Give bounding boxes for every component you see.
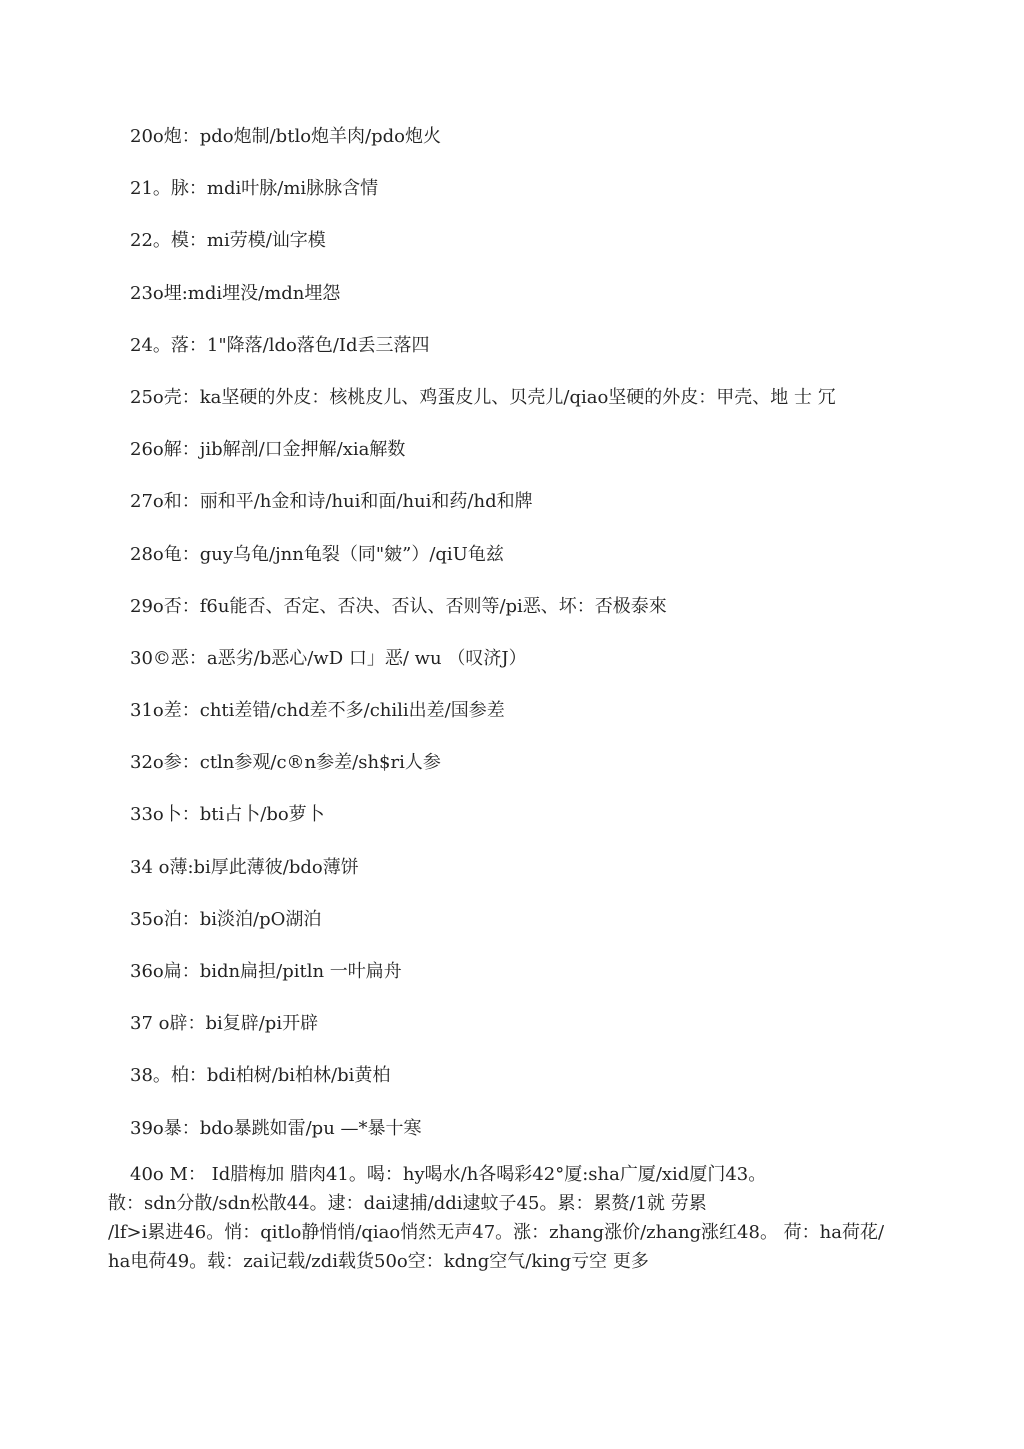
entry-34: 34 o薄:bi厚此薄彼/bdo薄饼	[130, 856, 359, 878]
entry-20: 20o炮：pdo炮制/btlo炮羊肉/pdo炮火	[130, 126, 441, 147]
continuation-paragraph	[108, 1160, 898, 1276]
entry-33: 33o卜：bti占卜/bo萝卜	[130, 804, 325, 826]
entry-35: 35o泊：bi淡泊/pO湖泊	[130, 908, 322, 930]
entry-25: 25o壳：ka坚硬的外皮：核桃皮儿、鸡蛋皮儿、贝壳儿/qiao坚硬的外皮：甲壳、地 士 冗	[130, 386, 836, 408]
entry-29: 29o否：f6u能否、否定、否决、否认、否则等/pi恶、坏：否极泰來	[130, 595, 667, 617]
entry-24: 24。落：1"降落/ldo落色/Id丢三落四	[130, 334, 430, 356]
entry-23: 23o埋:mdi埋没/mdn埋怨	[130, 282, 341, 304]
paragraph-line: 40o M： Id腊梅加 腊肉41。喝：hy喝水/h各喝彩42°厦:sha广厦/xid厦门43。	[130, 1164, 767, 1185]
entry-21: 21。脉：mdi叶脉/mi脉脉含情	[130, 178, 379, 200]
entry-27: 27o和：丽和平/h金和诗/hui和面/hui和药/hd和牌	[130, 491, 533, 513]
polyphonic-entry-list	[130, 122, 910, 1166]
entry-39: 39o暴：bdo暴跳如雷/pu —*暴十寒	[130, 1117, 422, 1139]
entry-26: 26o解：jib解剖/口金押解/xia解数	[130, 439, 406, 461]
entry-22: 22。模：mi劳模/讪字模	[130, 230, 326, 252]
paragraph-line: /lf>i累进46。悄：qitlo静悄悄/qiao悄然无声47。涨：zhang涨价/zhang涨红48。 荷：ha荷花/	[108, 1222, 885, 1243]
paragraph-line: 散：sdn分散/sdn松散44。逮：dai逮捕/ddi逮蚊子45。累：累赘/1就 劳累	[108, 1193, 707, 1214]
entry-31: 31o差：chti差错/chd差不多/chili出差/国参差	[130, 700, 505, 722]
paragraph-line: ha电荷49。载：zai记载/zdi载货50o空：kdng空气/king亏空 更多	[108, 1251, 649, 1272]
entry-28: 28o龟：guy乌龟/jnn龟裂（同"皴”）/qiU龟兹	[130, 543, 504, 565]
entry-32: 32o参：ctln参观/c®n参差/sh$ri人参	[130, 752, 441, 774]
entry-38: 38。柏：bdi柏树/bi柏林/bi黄柏	[130, 1065, 391, 1087]
entry-30: 30©恶：a恶劣/b恶心/wD 口」恶/ wu （叹济J）	[130, 647, 527, 669]
entry-37: 37 o辟：bi复辟/pi开辟	[130, 1013, 319, 1035]
entry-36: 36o扁：bidn扁担/pitln 一叶扁舟	[130, 961, 402, 982]
